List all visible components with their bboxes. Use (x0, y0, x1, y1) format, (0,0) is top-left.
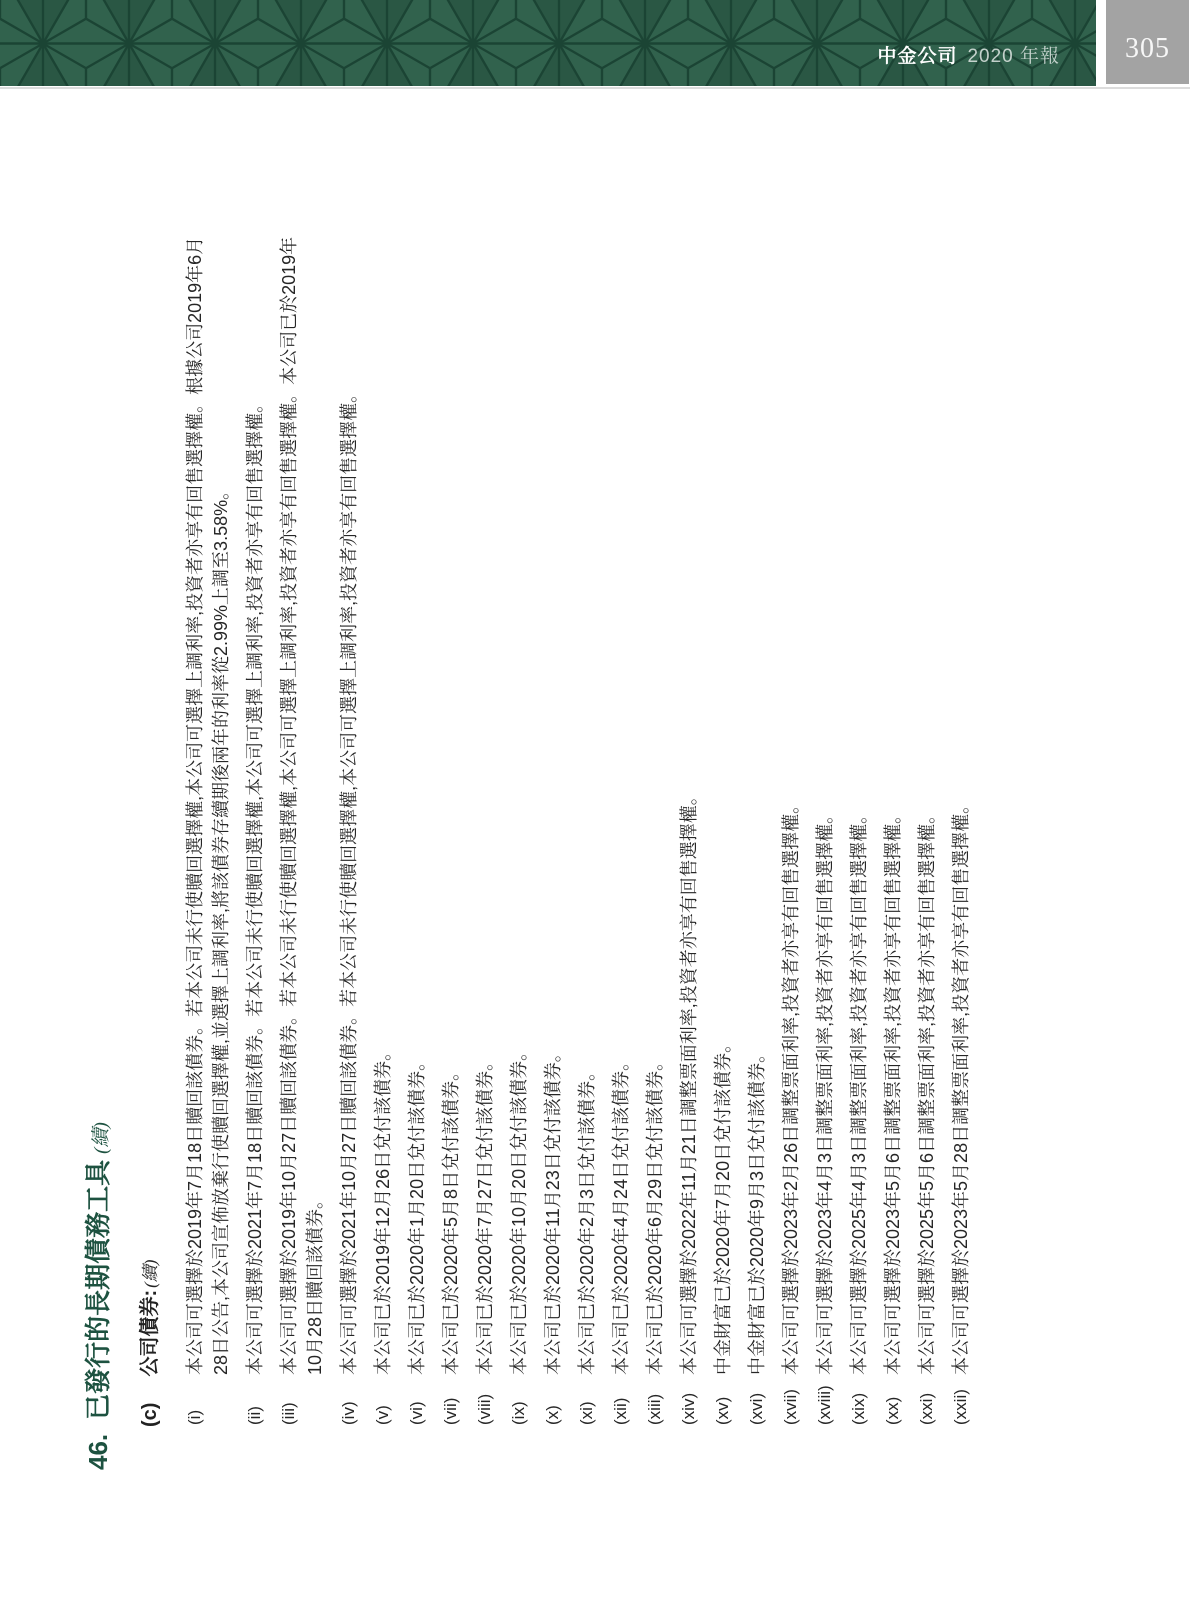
list-item (846, 0, 872, 1425)
item-text: 本公司已於2020年4月24日兌付該債券。 (611, 1052, 631, 1375)
item-text: 本公司可選擇於2019年10月27日贖回該債券。若本公司未行使贖回選擇權,本公司可選擇上調利率,投資者亦享有回售選擇權。本公司已於2019年10月28日贖回該債券。 (279, 236, 325, 1375)
page-number: 305 (1125, 33, 1170, 64)
item-label: (ix) (509, 1401, 528, 1425)
list-item (948, 0, 974, 1425)
section-title: 已發行的長期債務工具 (83, 1159, 113, 1420)
item-text: 本公司已於2020年6月29日兌付該債券。 (645, 1052, 665, 1375)
item-label: (xviii) (815, 1385, 834, 1425)
list-item (472, 0, 498, 1425)
item-text: 中金財富已於2020年9月3日兌付該債券。 (747, 1044, 767, 1375)
list-item (404, 0, 430, 1425)
item-text: 本公司可選擇於2025年5月6日調整票面利率,投資者亦享有回售選擇權。 (917, 805, 937, 1375)
item-text: 本公司可選擇於2025年4月3日調整票面利率,投資者亦享有回售選擇權。 (849, 805, 869, 1375)
item-text: 本公司可選擇於2023年4月3日調整票面利率,投資者亦享有回售選擇權。 (815, 805, 835, 1375)
item-label: (xxi) (917, 1392, 936, 1425)
item-label: (iv) (339, 1401, 358, 1425)
item-label: (iii) (279, 1402, 298, 1425)
list-item (880, 0, 906, 1425)
item-label: (x) (543, 1405, 562, 1425)
item-text: 本公司可選擇於2019年7月18日贖回該債券。若本公司未行使贖回選擇權,本公司可選擇上調利率,投資者亦享有回售選擇權。根據公司2019年6月28日公告,本公司宣佈放棄行使贖回選擇權,並選擇上調利率,將該債券存續期後兩年的利率從2.99%上調至3.58%。 (185, 236, 231, 1375)
item-label: (viii) (475, 1393, 494, 1425)
list-item (336, 0, 362, 1425)
list-item (242, 0, 268, 1425)
item-text: 本公司可選擇於2023年5月6日調整票面利率,投資者亦享有回售選擇權。 (883, 805, 903, 1375)
item-text: 本公司可選擇於2023年2月26日調整票面利率,投資者亦享有回售選擇權。 (781, 795, 801, 1375)
item-text: 本公司已於2020年2月3日兌付該債券。 (577, 1062, 597, 1375)
subsection-heading (133, 0, 162, 1427)
item-text: 本公司已於2019年12月26日兌付該債券。 (373, 1042, 393, 1375)
subsection-title: 公司債券: (139, 1289, 161, 1377)
list-item (744, 0, 770, 1425)
item-label: (xix) (849, 1392, 868, 1425)
item-text: 本公司已於2020年5月8日兌付該債券。 (441, 1062, 461, 1375)
item-text: 本公司已於2020年11月23日兌付該債券。 (543, 1044, 563, 1375)
item-label: (xx) (883, 1396, 902, 1425)
item-text: 中金財富已於2020年7月20日兌付該債券。 (713, 1034, 733, 1375)
item-text: 本公司已於2020年10月20日兌付該債券。 (509, 1042, 529, 1375)
subsection-label: (c) (139, 1402, 161, 1427)
item-text: 本公司已於2020年7月27日兌付該債券。 (475, 1052, 495, 1375)
item-text: 本公司可選擇於2022年11月21日調整票面利率,投資者亦享有回售選擇權。 (679, 787, 699, 1375)
item-label: (i) (185, 1409, 204, 1425)
item-text: 本公司可選擇於2023年5月28日調整票面利率,投資者亦享有回售選擇權。 (951, 795, 971, 1375)
list-item (574, 0, 600, 1425)
item-label: (xvi) (747, 1392, 766, 1425)
list-item (182, 0, 234, 1425)
list-item (438, 0, 464, 1425)
section-heading (78, 0, 115, 1470)
list-item (676, 0, 702, 1425)
item-label: (xxii) (951, 1389, 970, 1425)
report-edition: 2020 年報 (967, 46, 1060, 67)
brand-text: 中金公司 (877, 46, 958, 67)
section-number: 46. (83, 1433, 113, 1470)
list-item (370, 0, 396, 1425)
subsection-continued-note: (續) (141, 1259, 160, 1288)
list-item (608, 0, 634, 1425)
list-item (710, 0, 736, 1425)
list-item (276, 0, 328, 1425)
bond-items (182, 0, 974, 1425)
item-label: (vi) (407, 1401, 426, 1425)
item-label: (vii) (441, 1397, 460, 1425)
item-label: (v) (373, 1405, 392, 1425)
item-label: (ii) (245, 1406, 264, 1425)
item-label: (xiii) (645, 1393, 664, 1425)
item-text: 本公司可選擇於2021年7月18日贖回該債券。若本公司未行使贖回選擇權,本公司可選擇上調利率,投資者亦享有回售選擇權。 (245, 394, 265, 1375)
item-text: 本公司可選擇於2021年10月27日贖回該債券。若本公司未行使贖回選擇權,本公司可選擇上調利率,投資者亦享有回售選擇權。 (339, 384, 359, 1375)
list-item (642, 0, 668, 1425)
item-label: (xvii) (781, 1389, 800, 1425)
item-label: (xv) (713, 1396, 732, 1425)
list-item (914, 0, 940, 1425)
item-label: (xiv) (679, 1392, 698, 1425)
list-item (778, 0, 804, 1425)
item-text: 本公司已於2020年1月20日兌付該債券。 (407, 1052, 427, 1375)
list-item (812, 0, 838, 1425)
item-label: (xi) (577, 1401, 596, 1425)
list-item (506, 0, 532, 1425)
section-continued-note: (續) (91, 1122, 112, 1154)
list-item (540, 0, 566, 1425)
item-label: (xii) (611, 1397, 630, 1425)
